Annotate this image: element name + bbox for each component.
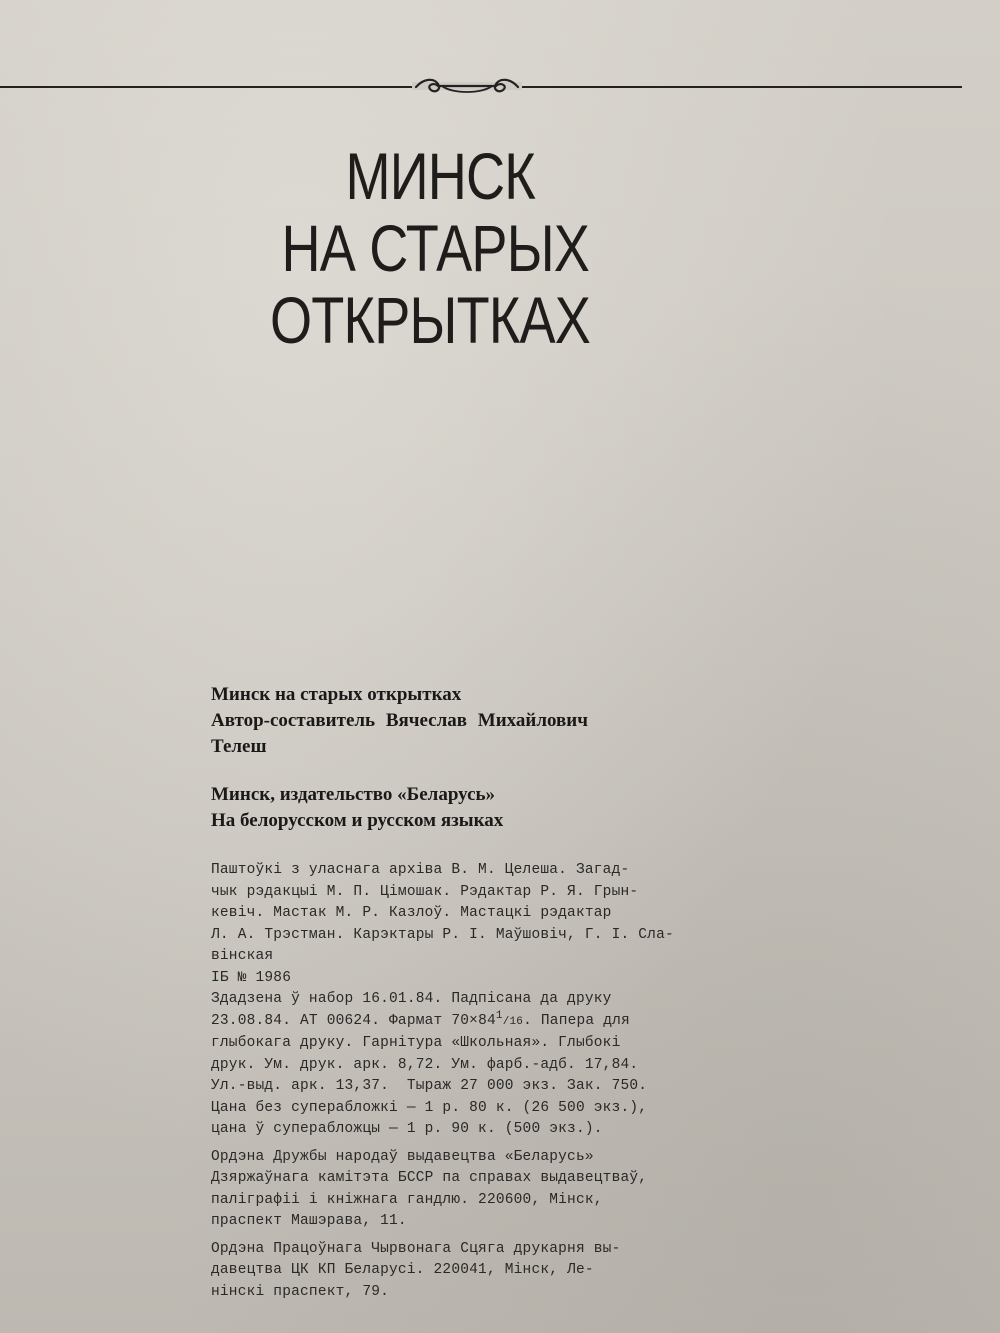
title-line-3: ОТКРЫТКАХ — [270, 283, 591, 357]
format-superscript: 1 — [495, 1009, 503, 1022]
ib-number: ІБ № 1986 — [211, 969, 292, 986]
format-cross: × — [469, 1012, 479, 1029]
print-details-text: . Папера для — [523, 1012, 630, 1029]
print-details-line: цана ў суперабложцы — 1 р. 90 к. (500 экз.). — [211, 1121, 603, 1137]
publisher-address-line: праспект Машэрава, 11. — [211, 1213, 407, 1229]
print-details-line: друк. Ум. друк. арк. 8,72. Ум. фарб.-адб. 17,84. — [211, 1056, 639, 1073]
imprint-languages-line: На белорусском и русском языках — [211, 810, 504, 831]
printer-address-line: давецтва ЦК КП Беларусі. 220041, Мінск, Ле- — [211, 1262, 594, 1278]
print-details-line: Цана без суперабложкі — 1 р. 80 к. (26 500 экз.), — [211, 1099, 648, 1116]
imprint-book-title: Минск на старых открытках — [211, 684, 462, 705]
credits-line: чык рэдакцыі М. П. Цімошак. Рэдактар Р. Я. Грын- — [211, 883, 639, 900]
imprint-author-line-1: Автор-составитель Вячеслав Михайлович — [211, 710, 588, 731]
credits-line: вінская — [211, 948, 274, 964]
credits-line: Л. А. Трэстман. Карэктары Р. І. Маўшовіч, Г. І. Сла- — [211, 926, 674, 943]
print-details-line: Ул.-выд. арк. 13,37. Тыраж 27 000 экз. Зак. 750. — [211, 1078, 648, 1094]
book-title-heading — [270, 140, 729, 356]
imprint-author-line-2: Телеш — [211, 736, 267, 757]
publisher-address-block — [211, 1147, 751, 1233]
print-details-text: 23.08.84. АТ 00624. Фармат 70 — [211, 1012, 470, 1029]
format-subscript: /16 — [502, 1015, 524, 1028]
publisher-address-line: паліграфіі і кніжнага гандлю. 220600, Мінск, — [211, 1191, 603, 1208]
publisher-address-line: Дзяржаўнага камітэта БССР па справах выдавецтваў, — [211, 1170, 648, 1186]
printer-address-line: Ордэна Працоўнага Чырвонага Сцяга друкарня вы- — [211, 1240, 621, 1257]
print-details-line — [211, 1011, 751, 1034]
print-details-line: Здадзена ў набор 16.01.84. Падпісана да друку — [211, 991, 612, 1007]
imprint-publisher-line: Минск, издательство «Беларусь» — [211, 784, 496, 805]
colophon-block — [211, 860, 751, 1303]
format-base: 84 — [478, 1012, 496, 1029]
imprint-section — [211, 682, 751, 1303]
printer-address-block — [211, 1239, 751, 1304]
title-line-2: НА СТАРЫХ — [281, 211, 590, 285]
title-line-1: МИНСК — [345, 139, 536, 213]
printer-address-line: нінскі праспект, 79. — [211, 1283, 390, 1300]
book-info-block — [211, 682, 751, 760]
print-details-line: глыбокага друку. Гарнітура «Школьная». Глыбокі — [211, 1035, 621, 1051]
publisher-info-block — [211, 782, 751, 834]
credits-line: кевіч. Мастак М. Р. Казлоў. Мастацкі рэдактар — [211, 905, 612, 921]
credits-line: Паштоўкі з уласнага архіва В. М. Целеша. Загад- — [211, 862, 630, 878]
publisher-address-line: Ордэна Дружбы народаў выдавецтва «Беларусь» — [211, 1148, 594, 1165]
flourish-ornament — [412, 72, 522, 102]
